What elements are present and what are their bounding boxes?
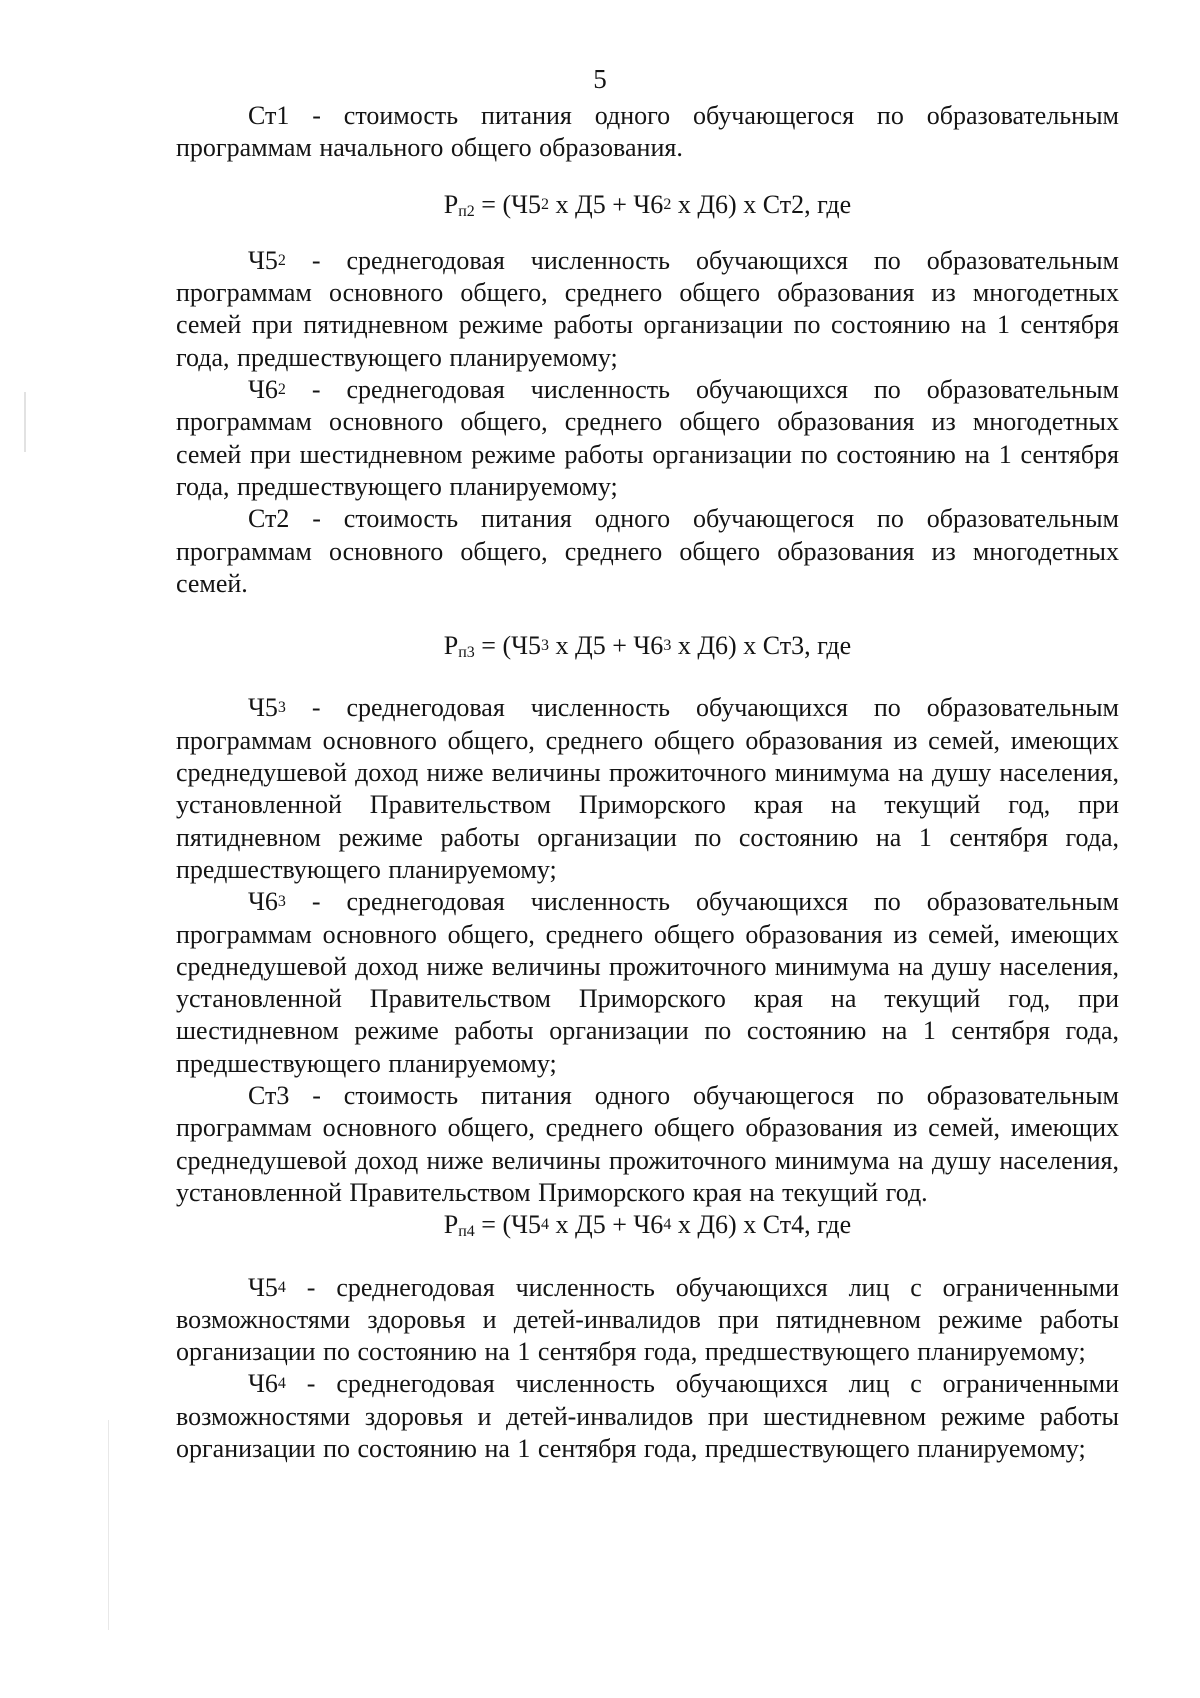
definition-text: - стоимость питания одного обучающегося по образовательным программам основного общего, среднего общего образования из семей, имеющих среднедушевой доход ниже величины прожиточного минимума на душу населения, установленной Правительством Приморского края на текущий год. — [176, 1081, 1119, 1207]
definition-ch5-4: $Ч5^4$ - среднегодовая численность обучающихся лиц с ограниченными возможностями здоровья и детей-инвалидов при пятидневном режиме работы организации по состоянию на 1 сентября года, предшествующего планируемому; — [176, 1272, 1119, 1367]
symbol-st2: Ст2 — [248, 504, 290, 534]
symbol-ch6: Ч6 — [248, 887, 278, 917]
scan-artifact-line — [24, 392, 26, 452]
definition-st3 — [176, 1080, 1119, 1209]
definition-ch5-2: $Ч5^2$ - среднегодовая численность обучающихся по образовательным программам основного общего, среднего общего образования из многодетных семей при пятидневном режиме работы организации по состоянию на 1 сентября года, предшествующего планируемому; — [176, 245, 1119, 372]
page-number: 5 — [593, 64, 607, 94]
definition-ch6-2: $Ч6^2$ - среднегодовая численность обучающихся по образовательным программам основного общего, среднего общего образования из многодетных семей при шестидневном режиме работы организации по состоянию на 1 сентября года, предшествующего планируемому; — [176, 375, 1119, 501]
definition-st2 — [176, 503, 1119, 600]
definition-ch6-3: $Ч6^3$ - среднегодовая численность обучающихся по образовательным программам основного общего, среднего общего образования из семей, имеющих среднедушевой доход ниже величины прожиточного минимума на душу населения, установленной Правительством Приморского края на текущий год, при шестидневном режиме работы организации по состоянию на 1 сентября года, предшествующего планируемому; — [176, 887, 1119, 1078]
definition-text: - среднегодовая численность обучающихся лиц с ограниченными возможностями здоровья и детей-инвалидов при пятидневном режиме работы организации по состоянию на 1 сентября года, предшествующего планируемому; — [176, 1272, 1119, 1367]
definition-text: - среднегодовая численность обучающихся лиц с ограниченными возможностями здоровья и детей-инвалидов при шестидневном режиме работы организации по состоянию на 1 сентября года, предшествующего планируемому; — [176, 1369, 1119, 1463]
definition-ch6-4: $Ч6^4$ - среднегодовая численность обучающихся лиц с ограниченными возможностями здоровья и детей-инвалидов при шестидневном режиме работы организации по состоянию на 1 сентября года, предшествующего планируемому; — [176, 1369, 1119, 1463]
definition-ch5-3: $Ч5^3$ - среднегодовая численность обучающихся по образовательным программам основного общего, среднего общего образования из семей, имеющих среднедушевой доход ниже величины прожиточного минимума на душу населения, установленной Правительством Приморского края на текущий год, при пятидневном режиме работы организации по состоянию на 1 сентября года, предшествующего планируемому; — [176, 693, 1119, 884]
symbol-ch5: Ч5 — [248, 1272, 278, 1302]
definition-text: - среднегодовая численность обучающихся по образовательным программам основного общего, среднего общего образования из семей, имеющих среднедушевой доход ниже величины прожиточного минимума на душу населения, установленной Правительством Приморского края на текущий год, при шестидневном режиме работы организации по состоянию на 1 сентября года, предшествующего планируемому; — [176, 887, 1119, 1078]
symbol-st3: Ст3 — [248, 1081, 290, 1111]
formula-rp3: $Р_{п3} = (Ч5^3$ х $Д5 + Ч6^3$ х Д6) х Ст3, где — [443, 631, 852, 662]
formula-rp4: $Р_{п4} = (Ч5^4$ х $Д5 + Ч6^4$ х Д6) х Ст4, где — [443, 1210, 852, 1241]
definition-text: - среднегодовая численность обучающихся по образовательным программам основного общего, среднего общего образования из многодетных семей при пятидневном режиме работы организации по состоянию на 1 сентября года, предшествующего планируемому; — [176, 245, 1119, 372]
definition-text: - среднегодовая численность обучающихся по образовательным программам основного общего, среднего общего образования из многодетных семей при шестидневном режиме работы организации по состоянию на 1 сентября года, предшествующего планируемому; — [176, 375, 1119, 501]
document-body — [176, 100, 1119, 1465]
symbol-st1: Ст1 — [248, 101, 290, 130]
definition-text: - стоимость питания одного обучающегося по образовательным программам начального общего образования. — [176, 101, 1119, 163]
symbol-ch5: Ч5 — [248, 245, 278, 275]
symbol-ch6: Ч6 — [248, 1369, 278, 1399]
definition-text: - стоимость питания одного обучающегося по образовательным программам основного общего, среднего общего образования из многодетных семей. — [176, 504, 1119, 598]
symbol-ch5: Ч5 — [248, 693, 278, 723]
formula-rp2: $Р_{п2} = (Ч5^2$ х $Д5 + Ч6^2$ х Д6) х Ст2, где — [443, 189, 852, 220]
definition-st1 — [176, 100, 1119, 165]
symbol-ch6: Ч6 — [248, 375, 278, 405]
definition-text: - среднегодовая численность обучающихся по образовательным программам основного общего, среднего общего образования из семей, имеющих среднедушевой доход ниже величины прожиточного минимума на душу населения, установленной Правительством Приморского края на текущий год, при пятидневном режиме работы организации по состоянию на 1 сентября года, предшествующего планируемому; — [176, 693, 1119, 884]
scan-artifact-line — [108, 1420, 109, 1630]
